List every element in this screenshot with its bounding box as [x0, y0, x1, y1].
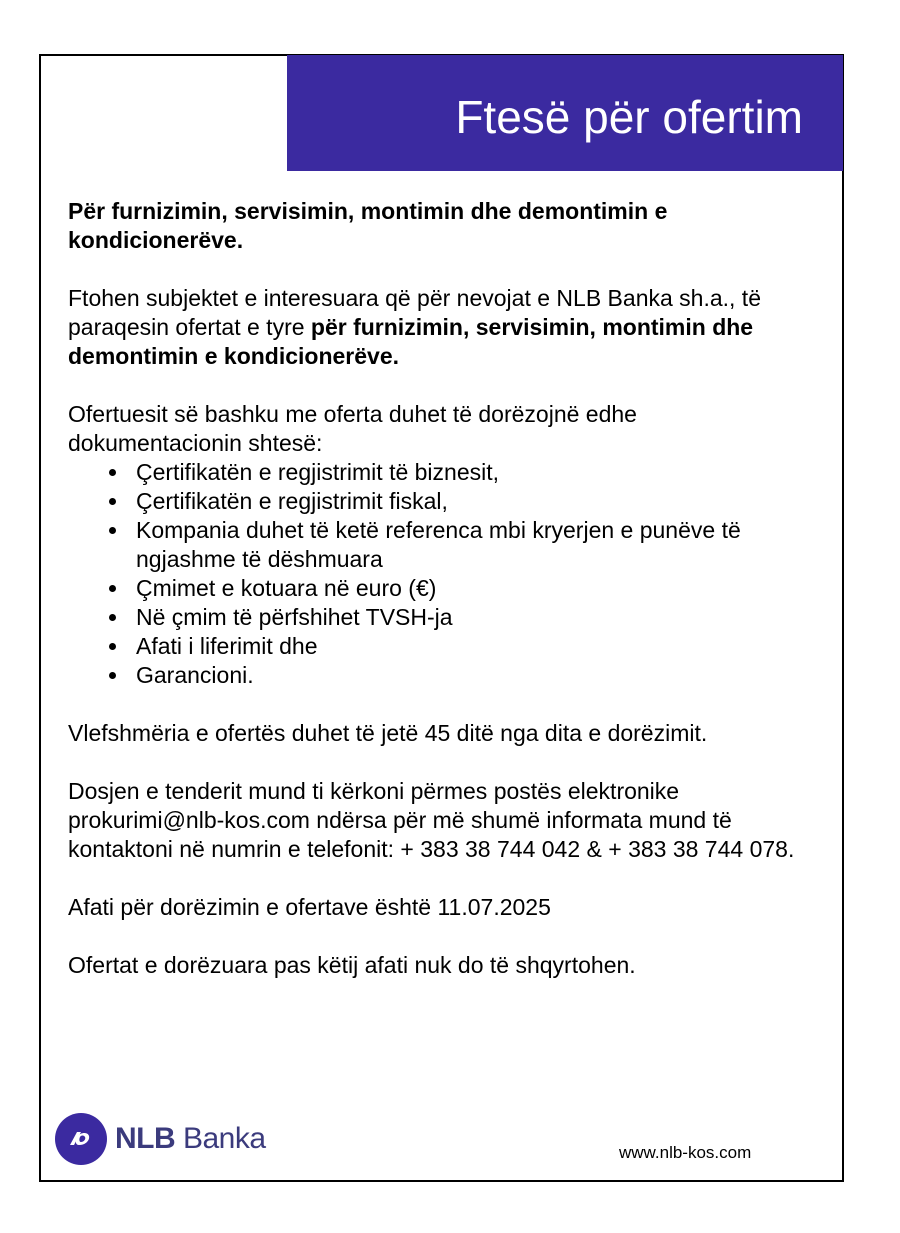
- list-item: [68, 458, 813, 487]
- nlb-logo: [55, 1113, 266, 1165]
- logo-wordmark: [115, 1122, 266, 1156]
- subject-heading: Për furnizimin, servisimin, montimin dhe demontimin e kondicionerëve.: [68, 198, 668, 253]
- intro-text: Ftohen subjektet e interesuara që për nevojat e NLB Banka sh.a., të paraqesin ofertat e tyre: [68, 285, 761, 340]
- requirement-text: Afati i liferimit dhe: [136, 633, 318, 659]
- requirement-text: Çertifikatën e regjistrimit të biznesit,: [136, 459, 500, 485]
- bullet-icon: [109, 527, 116, 534]
- bullet-icon: [109, 643, 116, 650]
- requirement-text: Kompania duhet të ketë referenca mbi kryerjen e punëve të ngjashme të dëshmuara: [136, 517, 741, 572]
- bullet-icon: [109, 672, 116, 679]
- validity-paragraph: Vlefshmëria e ofertës duhet të jetë 45 ditë nga dita e dorëzimit.: [68, 720, 708, 746]
- requirement-text: Garancioni.: [136, 662, 254, 688]
- page-title: Ftesë për ofertim: [455, 91, 803, 143]
- late-notice-paragraph: Ofertat e dorëzuara pas këtij afati nuk do të shqyrtohen.: [68, 952, 636, 978]
- requirements-list: [68, 458, 813, 690]
- intro-bold-text: për furnizimin, servisimin, montimin dhe demontimin e kondicionerëve.: [68, 314, 754, 369]
- bullet-icon: [109, 469, 116, 476]
- bullet-icon: [109, 585, 116, 592]
- bullet-icon: [109, 498, 116, 505]
- intro-paragraph: [68, 284, 813, 371]
- bullet-icon: [109, 614, 116, 621]
- requirement-text: Çertifikatën e regjistrimit fiskal,: [136, 488, 448, 514]
- website-link[interactable]: www.nlb-kos.com: [619, 1143, 752, 1162]
- list-item: [68, 661, 813, 690]
- list-item: [68, 516, 813, 574]
- logo-text-bold: NLB: [115, 1122, 176, 1155]
- requirements-intro: Ofertuesit së bashku me oferta duhet të dorëzojnë edhe dokumentacionin shtesë:: [68, 401, 637, 456]
- list-item: [68, 574, 813, 603]
- list-item: [68, 632, 813, 661]
- list-item: [68, 603, 813, 632]
- deadline-paragraph: Afati për dorëzimin e ofertave është 11.07.2025: [68, 894, 551, 920]
- document-body: [68, 197, 813, 980]
- requirement-text: Çmimet e kotuara në euro (€): [136, 575, 437, 601]
- requirement-text: Në çmim të përfshihet TVSH-ja: [136, 604, 453, 630]
- logo-text-regular: Banka: [175, 1122, 266, 1155]
- contact-paragraph: Dosjen e tenderit mund ti kërkoni përmes postës elektronike prokurimi@nlb-kos.com ndërsa për më shumë informata mund të kontaktoni në numrin e telefonit: + 383 38 744 042 & + 383 38 744 078.: [68, 778, 795, 862]
- list-item: [68, 487, 813, 516]
- nlb-logo-icon: [55, 1113, 107, 1165]
- title-band: [287, 55, 843, 171]
